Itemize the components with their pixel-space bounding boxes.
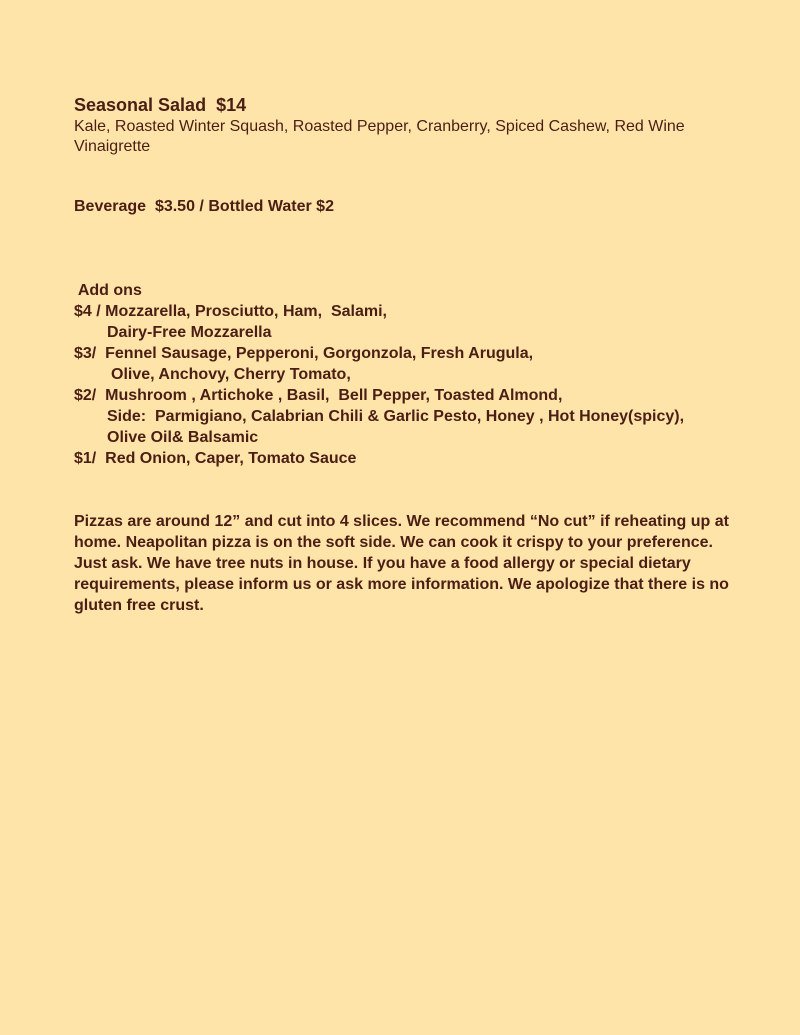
salad-section [74, 93, 764, 157]
salad-title: Seasonal Salad $14 [74, 95, 247, 115]
addons-heading: Add ons [74, 282, 142, 299]
addons-section [74, 280, 764, 469]
menu-page [74, 93, 764, 632]
beverage-line: Beverage $3.50 / Bottled Water $2 [74, 198, 334, 215]
addon-price-2-line: $2/ Mushroom , Artichoke , Basil, Bell Pepper, Toasted Almond, [74, 387, 563, 404]
addon-side-continuation: Olive Oil& Balsamic [107, 429, 259, 446]
pizza-info-note: Pizzas are around 12” and cut into 4 slices. We recommend “No cut” if reheating up at home. Neapolitan pizza is on the soft side. We can cook it crispy to your preference. Just ask. We have tree nuts in house. If you have a food allergy or special dietary requirements, please inform us or ask more information. We apologize that there is no gluten free crust. [74, 513, 729, 614]
addon-price-3-continuation: Olive, Anchovy, Cherry Tomato, [111, 366, 351, 383]
salad-description: Kale, Roasted Winter Squash, Roasted Pepper, Cranberry, Spiced Cashew, Red Wine Vinaigrette [74, 118, 685, 155]
addon-side-line: Side: Parmigiano, Calabrian Chili & Garlic Pesto, Honey , Hot Honey(spicy), [107, 408, 685, 425]
addon-price-1-line: $1/ Red Onion, Caper, Tomato Sauce [74, 450, 357, 467]
addon-price-4-continuation: Dairy-Free Mozzarella [107, 324, 272, 341]
addon-price-3-line: $3/ Fennel Sausage, Pepperoni, Gorgonzola, Fresh Arugula, [74, 345, 534, 362]
addon-price-4-line: $4 / Mozzarella, Prosciutto, Ham, Salami, [74, 303, 387, 320]
